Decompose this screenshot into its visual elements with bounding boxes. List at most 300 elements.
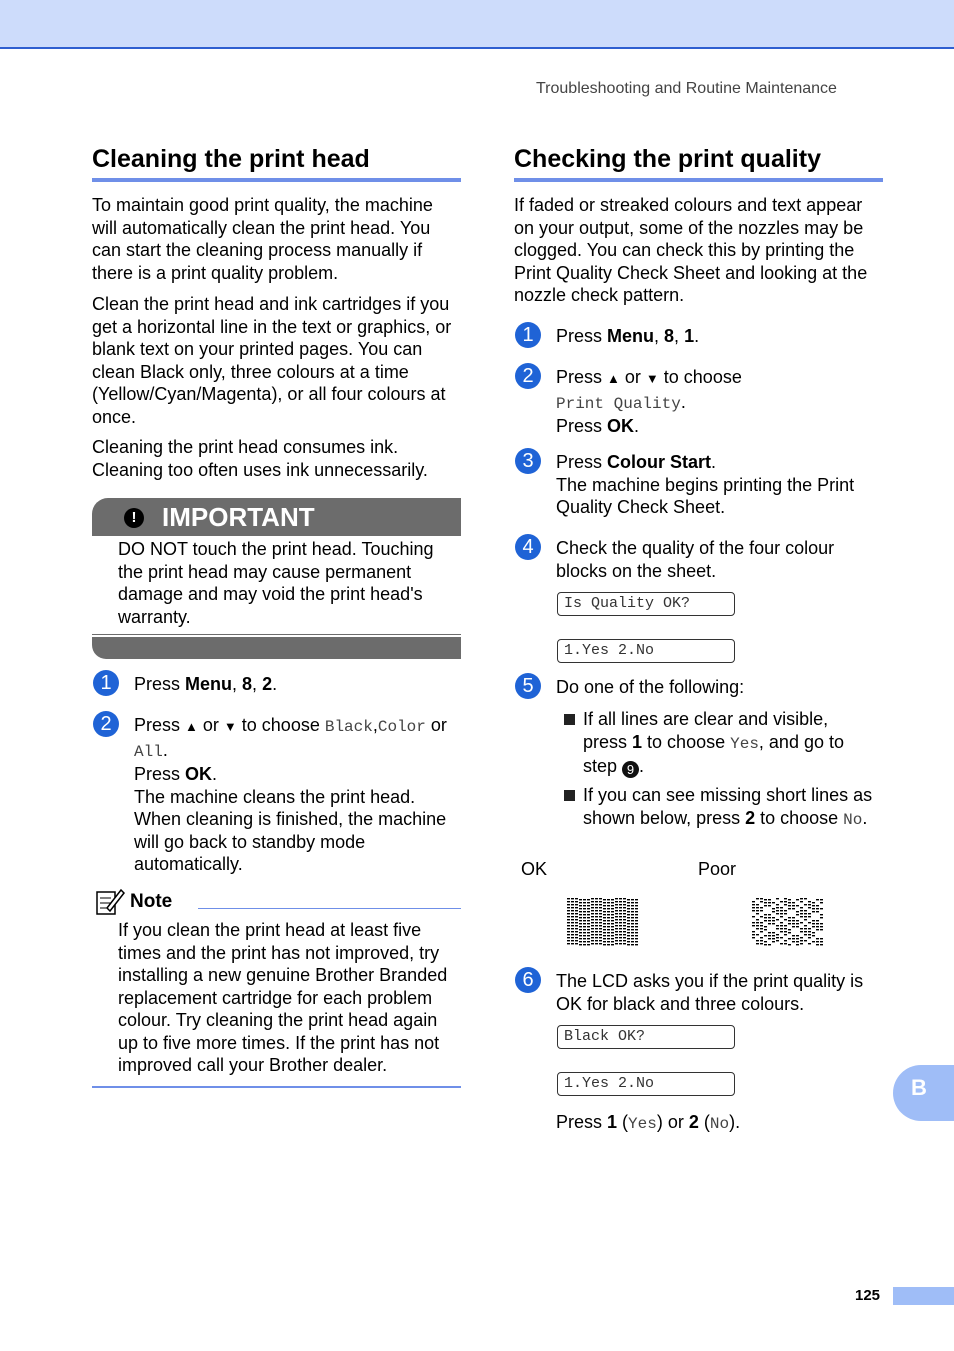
nozzle-line: [619, 937, 622, 938]
nozzle-line: [567, 928, 570, 929]
nozzle-line: [756, 913, 759, 914]
nozzle-line: [760, 925, 763, 926]
nozzle-line: [784, 940, 787, 941]
nozzle-line: [756, 907, 759, 908]
nozzle-line: [623, 934, 626, 935]
nozzle-line: [635, 929, 638, 930]
nozzle-line: [631, 914, 634, 915]
nozzle-line: [607, 938, 610, 939]
nozzle-line: [571, 919, 574, 920]
bullet-icon: [564, 714, 575, 725]
heading-rule: [514, 178, 883, 182]
nozzle-line: [567, 919, 570, 920]
nozzle-line: [571, 940, 574, 941]
nozzle-line: [575, 910, 578, 911]
nozzle-line: [599, 943, 602, 944]
nozzle-line: [587, 938, 590, 939]
nozzle-line: [595, 940, 598, 941]
checking-step-1: Press Menu, 8, 1.: [556, 326, 700, 346]
nozzle-line: [583, 923, 586, 924]
nozzle-line: [776, 925, 779, 926]
nozzle-line: [599, 922, 602, 923]
nozzle-line: [611, 908, 614, 909]
nozzle-line: [579, 929, 582, 930]
nozzle-line: [784, 934, 787, 935]
nozzle-line: [788, 929, 791, 930]
nozzle-line: [575, 916, 578, 917]
nozzle-line: [587, 920, 590, 921]
nozzle-line: [808, 928, 811, 929]
nozzle-line: [619, 898, 622, 899]
nozzle-line: [788, 923, 791, 924]
nozzle-line: [780, 937, 783, 938]
nozzle-line: [772, 941, 775, 942]
nozzle-line: [607, 923, 610, 924]
nozzle-line: [752, 922, 755, 923]
nozzle-line: [603, 932, 606, 933]
nozzle-line: [607, 932, 610, 933]
nozzle-line: [627, 902, 630, 903]
nozzle-line: [631, 929, 634, 930]
nozzle-line: [788, 932, 791, 933]
nozzle-line: [796, 926, 799, 927]
nozzle-line: [591, 928, 594, 929]
nozzle-line: [792, 908, 795, 909]
nozzle-line: [575, 901, 578, 902]
nozzle-line: [611, 920, 614, 921]
nozzle-line: [635, 908, 638, 909]
nozzle-line: [611, 926, 614, 927]
nozzle-line: [800, 907, 803, 908]
nozzle-line: [804, 898, 807, 899]
nozzle-line: [796, 935, 799, 936]
nozzle-line: [627, 929, 630, 930]
nozzle-line: [615, 916, 618, 917]
nozzle-line: [623, 937, 626, 938]
nozzle-line: [804, 928, 807, 929]
nozzle-line: [607, 941, 610, 942]
nozzle-line: [571, 922, 574, 923]
nozzle-line: [776, 913, 779, 914]
nozzle-line: [591, 901, 594, 902]
nozzle-line: [780, 925, 783, 926]
nozzle-line: [611, 938, 614, 939]
nozzle-line: [623, 919, 626, 920]
nozzle-line: [579, 914, 582, 915]
nozzle-line: [631, 926, 634, 927]
nozzle-line: [635, 932, 638, 933]
nozzle-line: [615, 928, 618, 929]
nozzle-line: [816, 926, 819, 927]
nozzle-line: [619, 907, 622, 908]
nozzle-line: [603, 920, 606, 921]
nozzle-line: [599, 901, 602, 902]
nozzle-line: [796, 905, 799, 906]
nozzle-line: [603, 944, 606, 945]
checking-intro-paragraph: If faded or streaked colours and text appear on your output, some of the nozzles may be clogged. You can check this by printing the Print Quality Check Sheet and looking at the nozzle check pattern.: [514, 195, 868, 305]
nozzle-line: [776, 940, 779, 941]
nozzle-line: [595, 925, 598, 926]
nozzle-line: [583, 911, 586, 912]
nozzle-line: [760, 931, 763, 932]
nozzle-line: [599, 916, 602, 917]
note-text: If you clean the print head at least five times and the print has not improved, try installing a new genuine Brother Branded replacement cartridge for each problem colour. Try cleaning the print head again up to five more times. If the print has not improved call your Brother dealer.: [118, 920, 448, 1075]
nozzle-line: [635, 926, 638, 927]
nozzle-line: [627, 908, 630, 909]
nozzle-line: [619, 934, 622, 935]
nozzle-line: [591, 916, 594, 917]
nozzle-line: [804, 913, 807, 914]
nozzle-line: [812, 932, 815, 933]
nozzle-line: [579, 917, 582, 918]
lcd-display-yes-no: 1.Yes 2.No: [557, 639, 735, 663]
nozzle-line: [575, 907, 578, 908]
nozzle-line: [792, 938, 795, 939]
nozzle-line: [571, 928, 574, 929]
nozzle-line: [752, 904, 755, 905]
nozzle-line: [796, 914, 799, 915]
nozzle-line: [587, 941, 590, 942]
nozzle-line: [792, 926, 795, 927]
nozzle-line: [800, 937, 803, 938]
nozzle-line: [631, 908, 634, 909]
nozzle-line: [812, 908, 815, 909]
nozzle-line: [764, 944, 767, 945]
nozzle-line: [784, 898, 787, 899]
nozzle-line: [816, 908, 819, 909]
nozzle-line: [575, 940, 578, 941]
nozzle-line: [631, 917, 634, 918]
warning-icon: !: [124, 508, 144, 528]
nozzle-line: [631, 911, 634, 912]
nozzle-line: [587, 944, 590, 945]
nozzle-line: [571, 913, 574, 914]
nozzle-line: [583, 929, 586, 930]
nozzle-line: [752, 931, 755, 932]
nozzle-line: [603, 941, 606, 942]
nozzle-line: [631, 935, 634, 936]
nozzle-line: [788, 917, 791, 918]
step-number-1: 1: [515, 322, 541, 348]
nozzle-line: [587, 899, 590, 900]
nozzle-line: [784, 913, 787, 914]
nozzle-line: [772, 935, 775, 936]
nozzle-line: [627, 911, 630, 912]
nozzle-line: [627, 932, 630, 933]
nozzle-line: [792, 935, 795, 936]
nozzle-line: [587, 935, 590, 936]
nozzle-line: [575, 904, 578, 905]
nozzle-line: [583, 914, 586, 915]
nozzle-line: [575, 898, 578, 899]
nozzle-line: [635, 941, 638, 942]
nozzle-line: [575, 943, 578, 944]
nozzle-line: [579, 911, 582, 912]
nozzle-line: [595, 916, 598, 917]
nozzle-line: [575, 925, 578, 926]
nozzle-line: [619, 904, 622, 905]
nozzle-line: [567, 898, 570, 899]
nozzle-line: [595, 907, 598, 908]
nozzle-line: [591, 940, 594, 941]
nozzle-line: [611, 944, 614, 945]
nozzle-line: [752, 910, 755, 911]
cleaning-intro-paragraph: To maintain good print quality, the machine will automatically clean the print head. You can start the cleaning process manually if there is a print quality problem.: [92, 195, 433, 283]
nozzle-line: [772, 902, 775, 903]
nozzle-line: [595, 922, 598, 923]
nozzle-line: [627, 923, 630, 924]
nozzle-line: [603, 899, 606, 900]
nozzle-line: [611, 899, 614, 900]
nozzle-line: [804, 934, 807, 935]
nozzle-pattern-ok: [567, 898, 639, 948]
nozzle-line: [615, 931, 618, 932]
nozzle-line: [808, 916, 811, 917]
cleaning-ink-paragraph: Cleaning the print head consumes ink. Cleaning too often uses ink unnecessarily.: [92, 437, 428, 480]
nozzle-line: [816, 911, 819, 912]
nozzle-line: [804, 904, 807, 905]
nozzle-line: [776, 928, 779, 929]
nozzle-line: [752, 901, 755, 902]
nozzle-line: [611, 941, 614, 942]
nozzle-line: [816, 929, 819, 930]
nozzle-line: [780, 916, 783, 917]
nozzle-line: [631, 899, 634, 900]
lcd-display-quality: Is Quality OK?: [557, 592, 735, 616]
nozzle-line: [587, 929, 590, 930]
nozzle-line: [780, 913, 783, 914]
nozzle-line: [615, 904, 618, 905]
nozzle-line: [768, 914, 771, 915]
nozzle-line: [583, 926, 586, 927]
nozzle-line: [583, 941, 586, 942]
nozzle-line: [772, 938, 775, 939]
nozzle-line: [756, 922, 759, 923]
nozzle-line: [627, 935, 630, 936]
nozzle-line: [571, 898, 574, 899]
nozzle-line: [599, 904, 602, 905]
nozzle-line: [579, 941, 582, 942]
nozzle-line: [587, 902, 590, 903]
nozzle-line: [587, 914, 590, 915]
bullet-icon: [564, 790, 575, 801]
nozzle-line: [607, 926, 610, 927]
nozzle-line: [623, 922, 626, 923]
nozzle-line: [808, 901, 811, 902]
nozzle-line: [804, 931, 807, 932]
nozzle-line: [635, 899, 638, 900]
nozzle-line: [760, 916, 763, 917]
nozzle-line: [587, 908, 590, 909]
nozzle-line: [784, 925, 787, 926]
nozzle-line: [579, 902, 582, 903]
nozzle-line: [631, 905, 634, 906]
checking-step-3: Press Colour Start. The machine begins printing the Print Quality Check Sheet.: [556, 452, 855, 517]
nozzle-line: [772, 911, 775, 912]
nozzle-line: [792, 923, 795, 924]
nozzle-line: [607, 911, 610, 912]
nozzle-line: [756, 940, 759, 941]
nozzle-line: [619, 910, 622, 911]
nozzle-line: [820, 908, 823, 909]
nozzle-line: [776, 904, 779, 905]
nozzle-line: [635, 911, 638, 912]
nozzle-line: [603, 917, 606, 918]
nozzle-line: [619, 916, 622, 917]
nozzle-line: [800, 916, 803, 917]
nozzle-line: [583, 935, 586, 936]
nozzle-line: [627, 941, 630, 942]
nozzle-line: [796, 944, 799, 945]
nozzle-line: [627, 899, 630, 900]
nozzle-line: [788, 920, 791, 921]
nozzle-line: [788, 899, 791, 900]
nozzle-line: [619, 931, 622, 932]
nozzle-line: [571, 916, 574, 917]
nozzle-line: [587, 926, 590, 927]
step-number-5: 5: [515, 673, 541, 699]
step-number-2: 2: [515, 363, 541, 389]
nozzle-line: [631, 944, 634, 945]
nozzle-line: [623, 898, 626, 899]
nozzle-line: [796, 899, 799, 900]
step-number-3: 3: [515, 448, 541, 474]
nozzle-line: [579, 938, 582, 939]
nozzle-line: [607, 914, 610, 915]
nozzle-line: [579, 920, 582, 921]
nozzle-line: [820, 926, 823, 927]
nozzle-line: [631, 920, 634, 921]
nozzle-line: [567, 940, 570, 941]
checking-step-5: Do one of the following:: [556, 677, 745, 697]
cleaning-step-1: Press Menu, 8, 2.: [134, 674, 278, 694]
nozzle-line: [611, 929, 614, 930]
chapter-tab: [893, 1065, 954, 1121]
down-arrow-icon: ▼: [223, 719, 237, 734]
nozzle-line: [756, 904, 759, 905]
page-number: 125: [855, 1287, 881, 1304]
nozzle-line: [768, 917, 771, 918]
nozzle-line: [756, 943, 759, 944]
nozzle-line: [631, 923, 634, 924]
nozzle-line: [623, 940, 626, 941]
nozzle-line: [623, 925, 626, 926]
important-footer-rule: [92, 634, 461, 635]
nozzle-line: [816, 923, 819, 924]
cleaning-step-2: Press ▲ or ▼ to choose Black,Color or All. Press OK. The machine cleans the print head. When cleaning is finished, the machine will go back to standby mode automatically.: [134, 715, 447, 874]
step-6-press-instruction: Press 1 (Yes) or 2 (No).: [556, 1112, 741, 1133]
nozzle-line: [635, 902, 638, 903]
nozzle-line: [599, 937, 602, 938]
nozzle-line: [571, 907, 574, 908]
nozzle-line: [804, 925, 807, 926]
nozzle-line: [816, 938, 819, 939]
nozzle-line: [571, 931, 574, 932]
nozzle-line: [800, 910, 803, 911]
nozzle-line: [603, 923, 606, 924]
nozzle-line: [800, 928, 803, 929]
nozzle-line: [812, 920, 815, 921]
nozzle-line: [599, 913, 602, 914]
nozzle-line: [595, 943, 598, 944]
nozzle-line: [591, 904, 594, 905]
nozzle-line: [756, 925, 759, 926]
nozzle-line: [627, 944, 630, 945]
nozzle-line: [607, 908, 610, 909]
nozzle-line: [603, 926, 606, 927]
nozzle-line: [583, 938, 586, 939]
nozzle-line: [635, 944, 638, 945]
nozzle-line: [808, 931, 811, 932]
step-number-1: 1: [93, 670, 119, 696]
nozzle-line: [615, 919, 618, 920]
up-arrow-icon: ▲: [185, 719, 198, 734]
nozzle-line: [804, 916, 807, 917]
nozzle-line: [792, 917, 795, 918]
nozzle-line: [635, 914, 638, 915]
nozzle-line: [631, 938, 634, 939]
nozzle-line: [788, 938, 791, 939]
nozzle-line: [780, 943, 783, 944]
cleaning-when-paragraph: Clean the print head and ink cartridges if you get a horizontal line in the text or graphics, or blank text on your printed pages. You can clean Black only, three colours at a time (Yellow/Cyan/Magenta), or all four colours at once.: [92, 294, 452, 427]
heading-rule: [92, 178, 461, 182]
nozzle-line: [567, 916, 570, 917]
nozzle-line: [820, 923, 823, 924]
nozzle-line: [820, 941, 823, 942]
nozzle-line: [595, 919, 598, 920]
nozzle-line: [595, 898, 598, 899]
nozzle-line: [599, 928, 602, 929]
nozzle-line: [776, 934, 779, 935]
nozzle-line: [820, 899, 823, 900]
nozzle-line: [611, 923, 614, 924]
nozzle-line: [788, 902, 791, 903]
nozzle-line: [567, 943, 570, 944]
nozzle-line: [571, 901, 574, 902]
nozzle-line: [764, 899, 767, 900]
nozzle-line: [772, 920, 775, 921]
header-band: [0, 0, 954, 49]
nozzle-line: [776, 898, 779, 899]
nozzle-line: [587, 923, 590, 924]
nozzle-line: [615, 922, 618, 923]
step-5-option-ok: If all lines are clear and visible, press 1 to choose Yes, and go to step 9 .: [583, 709, 844, 777]
nozzle-line: [579, 935, 582, 936]
nozzle-line: [635, 920, 638, 921]
nozzle-line: [575, 931, 578, 932]
nozzle-line: [607, 935, 610, 936]
nozzle-line: [760, 910, 763, 911]
nozzle-line: [784, 931, 787, 932]
checking-step-2: Press ▲ or ▼ to choose Print Quality. Press OK.: [556, 367, 742, 436]
nozzle-line: [571, 904, 574, 905]
nozzle-line: [567, 907, 570, 908]
nozzle-line: [752, 934, 755, 935]
down-arrow-icon: ▼: [645, 371, 659, 386]
nozzle-line: [776, 937, 779, 938]
nozzle-line: [623, 901, 626, 902]
step-5-option-poor: If you can see missing short lines as shown below, press 2 to choose No.: [583, 785, 873, 829]
nozzle-line: [756, 919, 759, 920]
nozzle-line: [623, 904, 626, 905]
nozzle-line: [784, 901, 787, 902]
nozzle-line: [619, 943, 622, 944]
nozzle-line: [752, 916, 755, 917]
nozzle-line: [780, 907, 783, 908]
running-title: Troubleshooting and Routine Maintenance: [536, 80, 837, 97]
nozzle-line: [579, 944, 582, 945]
nozzle-line: [752, 907, 755, 908]
